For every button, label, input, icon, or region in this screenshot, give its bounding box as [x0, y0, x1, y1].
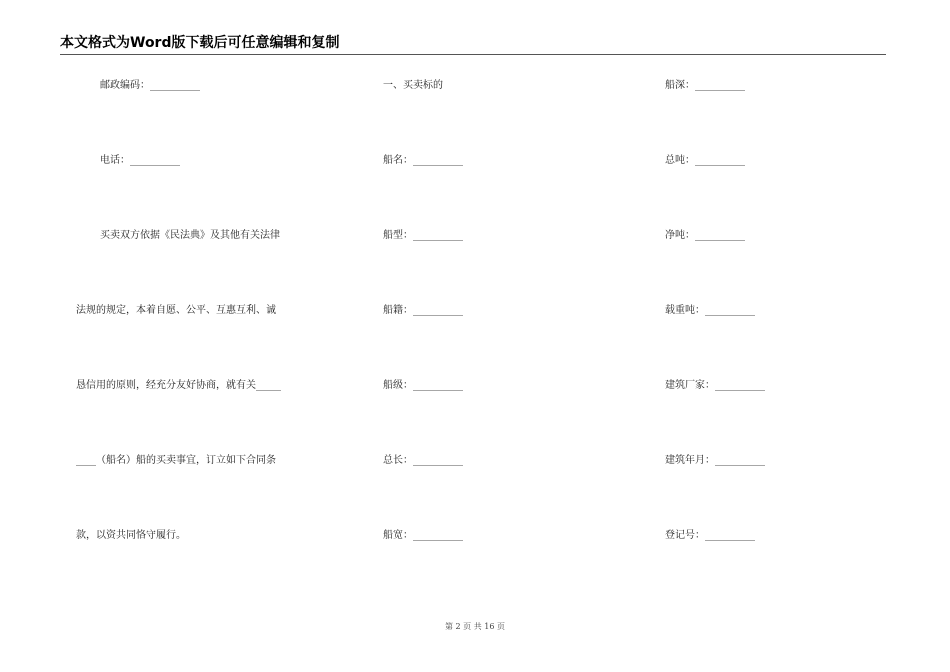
left-column [76, 78, 336, 603]
ship-class-field: 船级：__________ [383, 380, 463, 391]
paragraph-line: 法规的规定，本着自愿、公平、互惠互利、诚 [76, 305, 276, 316]
paragraph-line: 恳信用的原则，经充分友好协商，就有关_____ [76, 380, 281, 391]
ship-depth-field: 船深：__________ [665, 80, 745, 91]
build-date-field: 建筑年月：__________ [665, 455, 765, 466]
ship-width-field: 船宽：__________ [383, 530, 463, 541]
header-title: 本文格式为Word版下载后可任意编辑和复制 [60, 35, 340, 51]
gross-tonnage-field: 总吨：__________ [665, 155, 745, 166]
right-column [665, 78, 895, 603]
paragraph-line: 款，以资共同恪守履行。 [76, 530, 186, 541]
paragraph-line: ____（船名）船的买卖事宜，订立如下合同条 [76, 455, 276, 466]
ship-type-field: 船型：__________ [383, 230, 463, 241]
ship-registry-field: 船籍：__________ [383, 305, 463, 316]
builder-field: 建筑厂家：__________ [665, 380, 765, 391]
paragraph-line: 买卖双方依据《民法典》及其他有关法律 [100, 230, 280, 241]
page-number: 第 2 页 共 16 页 [445, 622, 505, 631]
deadweight-field: 载重吨：__________ [665, 305, 755, 316]
overall-length-field: 总长：__________ [383, 455, 463, 466]
registration-number-field: 登记号：__________ [665, 530, 755, 541]
phone-line: 电话：__________ [100, 155, 180, 166]
document-header [60, 34, 886, 55]
postal-code-line: 邮政编码：__________ [100, 80, 200, 91]
net-tonnage-field: 净吨：__________ [665, 230, 745, 241]
section-heading: 一、买卖标的 [383, 80, 443, 91]
ship-name-field: 船名：__________ [383, 155, 463, 166]
middle-column [383, 78, 623, 603]
